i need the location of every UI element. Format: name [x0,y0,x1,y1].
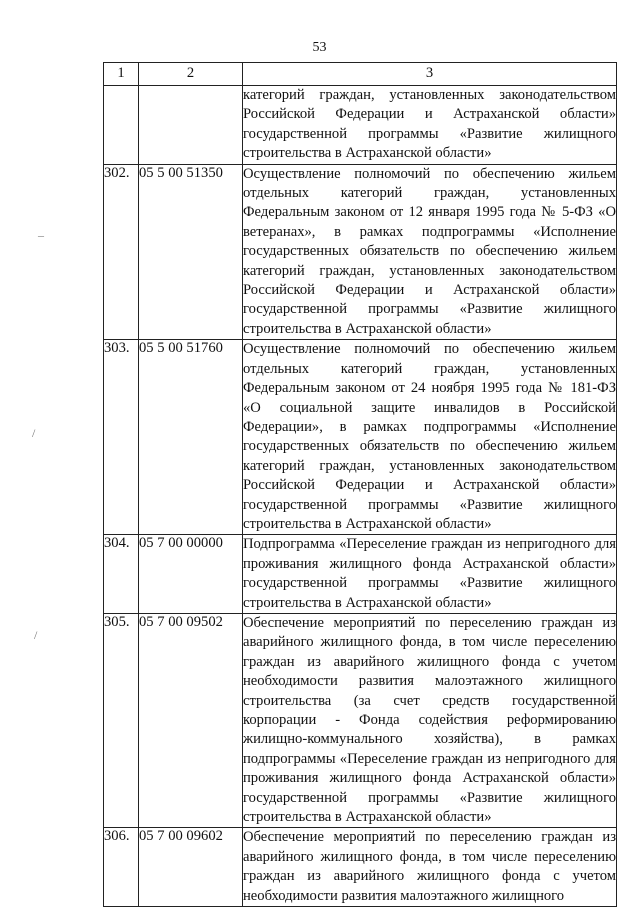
row-code [139,86,243,165]
budget-classification-table [103,62,617,907]
row-description: Обеспечение мероприятий по переселению граждан из аварийного жилищного фонда, в том числе переселению граждан из аварийного жилищного фонда с учетом необходимости развития малоэтажного жилищного [243,828,617,907]
table-row [104,613,617,827]
column-header-1: 1 [104,63,139,86]
table-row [104,828,617,907]
table-row [104,164,617,340]
row-number: 305. [104,613,139,827]
column-header-3: 3 [243,63,617,86]
row-code: 05 5 00 51760 [139,340,243,535]
scan-mark: – [38,228,44,242]
row-description: Осуществление полномочий по обеспечению жильем отдельных категорий граждан, установленных Федеральным законом от 12 января 1995 года № 5-ФЗ «О ветеранах», в рамках подпрограммы «Исполнение государственных обязательств по обеспечению жильем категорий граждан, установленных законодательством Российской Федерации и Астраханской области» государственной программы «Развитие жилищного строительства в Астраханской области» [243,164,617,340]
row-code: 05 5 00 51350 [139,164,243,340]
column-header-2: 2 [139,63,243,86]
scan-mark: / [32,426,36,440]
row-description: Подпрограмма «Переселение граждан из непригодного для проживания жилищного фонда Астраханской области» государственной программы «Развитие жилищного строительства в Астраханской области» [243,535,617,614]
row-description: Обеспечение мероприятий по переселению граждан из аварийного жилищного фонда, в том числе переселению граждан из аварийного жилищного фонда с учетом необходимости развития малоэтажного жилищного строительства (за счет средств государственной корпорации - Фонда содействия реформированию жилищно-коммунального хозяйства), в рамках подпрограммы «Переселение граждан из непригодного для проживания жилищного фонда Астраханской области» государственной программы «Развитие жилищного строительства в Астраханской области» [243,613,617,827]
row-number: 304. [104,535,139,614]
row-number: 303. [104,340,139,535]
table-row [104,535,617,614]
table-header-row [104,63,617,86]
row-number: 302. [104,164,139,340]
row-code: 05 7 00 09602 [139,828,243,907]
row-code: 05 7 00 09502 [139,613,243,827]
row-description: категорий граждан, установленных законодательством Российской Федерации и Астраханской области» государственной программы «Развитие жилищного строительства в Астраханской области» [243,86,617,165]
row-code: 05 7 00 00000 [139,535,243,614]
row-number: 306. [104,828,139,907]
row-number [104,86,139,165]
row-description: Осуществление полномочий по обеспечению жильем отдельных категорий граждан, установленных Федеральным законом от 24 ноября 1995 года № 181-ФЗ «О социальной защите инвалидов в Российской Федерации», в рамках подпрограммы «Исполнение государственных обязательств по обеспечению жильем категорий граждан, установленных законодательством Российской Федерации и Астраханской области» государственной программы «Развитие жилищного строительства в Астраханской области» [243,340,617,535]
page-number: 53 [312,40,327,55]
table-row [104,340,617,535]
table-row [104,86,617,165]
scan-mark: / [34,628,38,642]
